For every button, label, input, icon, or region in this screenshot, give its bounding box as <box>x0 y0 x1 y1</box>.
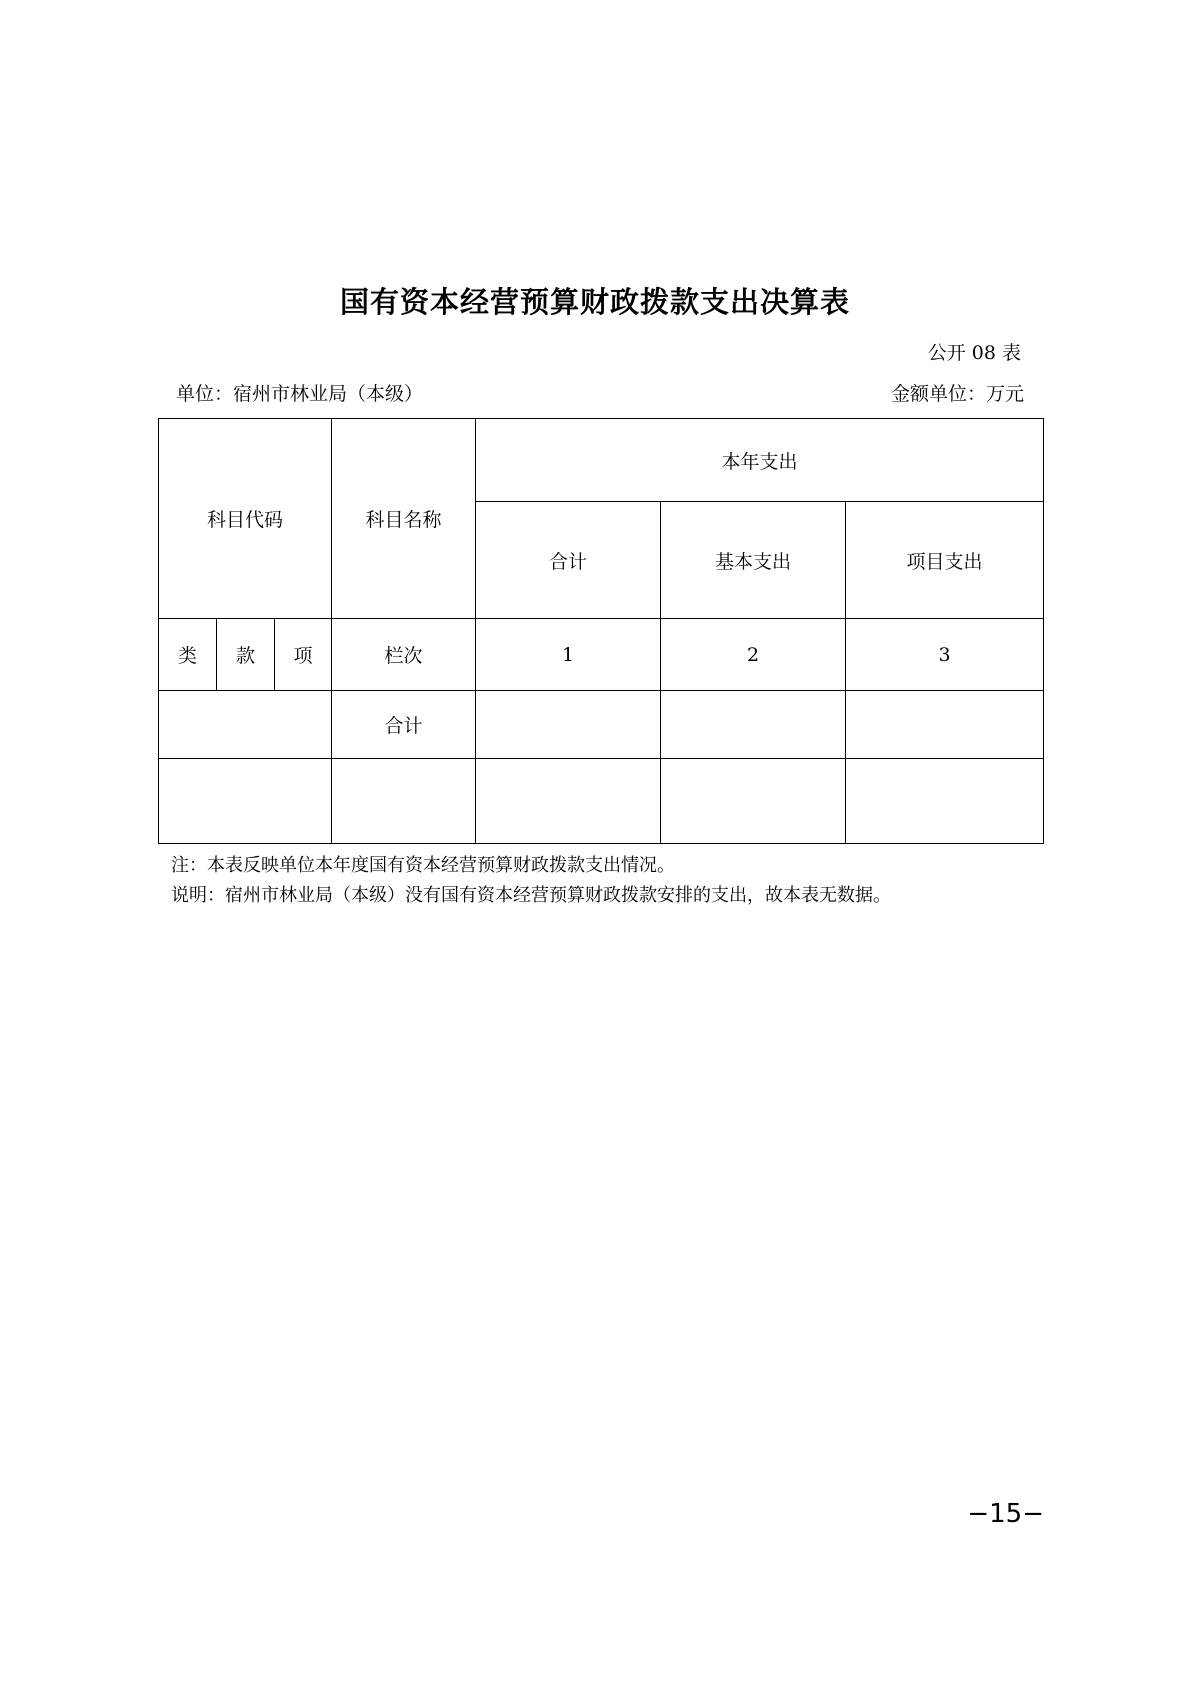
total-row <box>159 691 1044 759</box>
column-index-1: 1 <box>476 619 661 691</box>
empty-total-cell <box>476 759 661 844</box>
document-title: 国有资本经营预算财政拨款支出决算表 <box>339 285 850 319</box>
total-header: 合计 <box>476 502 661 619</box>
column-index-2: 2 <box>661 619 846 691</box>
reporting-unit: 单位：宿州市林业局（本级） <box>176 383 424 405</box>
expenditure-table <box>158 418 1044 844</box>
total-row-code-cell <box>159 691 332 759</box>
total-row-total-cell <box>476 691 661 759</box>
code-category-cell: 类 <box>159 619 217 691</box>
column-index-row <box>159 619 1044 691</box>
table-explanation: 说明：宿州市林业局（本级）没有国有资本经营预算财政拨款安排的支出，故本表无数据。 <box>171 885 891 906</box>
amount-unit: 金额单位：万元 <box>890 383 1024 405</box>
project-expenditure-header: 项目支出 <box>846 502 1044 619</box>
code-section-cell: 款 <box>217 619 275 691</box>
empty-name-cell <box>332 759 476 844</box>
total-row-project-cell <box>846 691 1044 759</box>
column-index-3: 3 <box>846 619 1044 691</box>
current-year-expenditure-header: 本年支出 <box>476 419 1044 502</box>
page-number: −15− <box>967 1499 1044 1529</box>
table-number: 公开 08 表 <box>927 342 1021 364</box>
column-index-label: 栏次 <box>332 619 476 691</box>
header-row-1 <box>159 419 1044 502</box>
total-row-label: 合计 <box>332 691 476 759</box>
basic-expenditure-header: 基本支出 <box>661 502 846 619</box>
empty-code-cell <box>159 759 332 844</box>
code-item-cell: 项 <box>275 619 332 691</box>
empty-data-row <box>159 759 1044 844</box>
empty-basic-cell <box>661 759 846 844</box>
subject-code-header: 科目代码 <box>159 419 332 619</box>
table-note: 注：本表反映单位本年度国有资本经营预算财政拨款支出情况。 <box>171 855 675 876</box>
total-row-basic-cell <box>661 691 846 759</box>
subject-name-header: 科目名称 <box>332 419 476 619</box>
empty-project-cell <box>846 759 1044 844</box>
